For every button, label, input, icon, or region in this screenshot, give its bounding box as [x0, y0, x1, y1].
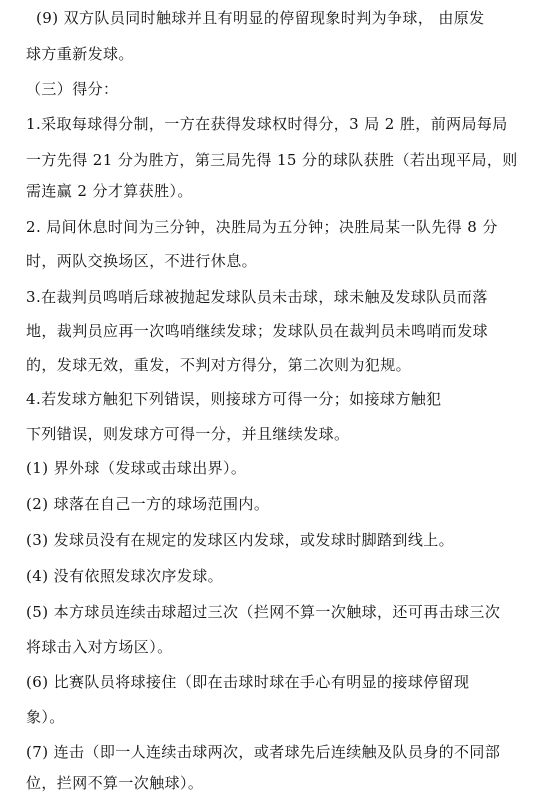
text-line: 下列错误，则发球方可得一分，并且继续发球。	[26, 425, 350, 443]
text-line: 3.在裁判员鸣哨后球被抛起发球队员未击球，球未触及发球队员而落	[26, 288, 488, 306]
list-item: (4) 没有依照发球次序发球。	[26, 567, 224, 585]
text-line: 球方重新发球。	[26, 45, 134, 63]
text-line: 象）。	[26, 708, 65, 726]
text-line: 一方先得 21 分为胜方，第三局先得 15 分的球队获胜（若出现平局，则	[26, 151, 518, 169]
text-line: 时，两队交换场区，不进行休息。	[26, 252, 258, 270]
text-line: 位，拦网不算一次触球）。	[26, 774, 204, 792]
list-item: (3) 发球员没有在规定的发球区内发球，或发球时脚踏到线上。	[26, 531, 455, 549]
text-line: 地，裁判员应再一次鸣哨继续发球；发球队员在裁判员未鸣哨而发球	[26, 322, 489, 340]
text-line: 的，发球无效，重发，不判对方得分，第二次则为犯规。	[26, 356, 412, 374]
section-heading: （三）得分：	[26, 80, 119, 98]
text-line: (9) 双方队员同时触球并且有明显的停留现象时判为争球， 由原发	[36, 9, 485, 27]
list-item: (7) 连击（即一人连续击球两次，或者球先后连续触及队员身的不同部	[26, 743, 501, 761]
list-item: (5) 本方球员连续击球超过三次（拦网不算一次触球，还可再击球三次	[26, 603, 501, 621]
text-line: 2. 局间休息时间为三分钟，决胜局为五分钟；决胜局某一队先得 8 分	[26, 218, 498, 236]
text-line: 需连赢 2 分才算获胜）。	[26, 182, 193, 200]
text-line: 4.若发球方触犯下列错误，则接球方可得一分；如接球方触犯	[26, 390, 442, 408]
list-item: (1) 界外球（发球或击球出界）。	[26, 459, 247, 477]
list-item: (6) 比赛队员将球接住（即在击球时球在手心有明显的接球停留现	[26, 673, 470, 691]
list-item: (2) 球落在自己一方的球场范围内。	[26, 495, 270, 513]
text-line: 将球击入对方场区）。	[26, 638, 173, 656]
text-line: 1.采取每球得分制，一方在获得发球权时得分，3 局 2 胜，前两局每局	[26, 115, 508, 133]
